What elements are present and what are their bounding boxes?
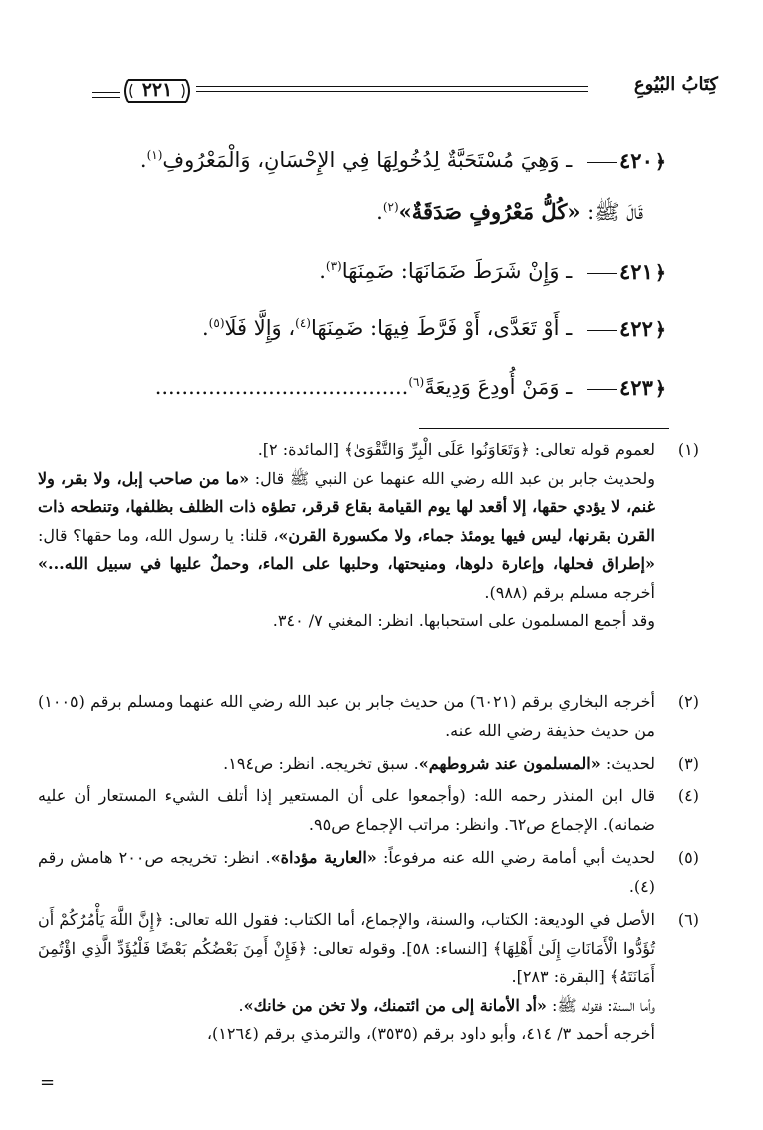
footnote-ref[interactable]: (٤) (295, 316, 311, 330)
footnote-6: (٦) الأصل في الوديعة: الكتاب، والسنة، والإجماع، أما الكتاب: فقول الله تعالى: ﴿إِنَّ اللَّهَ يَأْمُرُكُمْ أَن تُؤَدُّوا الْأَمَانَاتِ إِلَىٰ أَهْلِهَا﴾ [النساء: ٥٨]. وقوله تعالى: ﴿فَإِنْ أَمِنَ بَعْضُكُم بَعْضًا فَلْيُؤَدِّ الَّذِي اؤْتُمِنَ أَمَانَتَهُ﴾ [البقرة: ٢٨٣]. وأما السنة: فقوله ﷺ: «أد الأمانة إلى من ائتمنك، ولا تخن من خانك». أخرجه أحمد ٣/ ٤١٤، وأبو داود برقم (٣٥٣٥)، والترمذي برقم (١٢٦٤)، (38, 906, 699, 1049)
continuation-mark: = (40, 1072, 56, 1093)
matn-line-hadith: قَالَ ﷺ: «كُلُّ مَعْرُوفٍ صَدَقَةٌ»$^{(٢)}$. (376, 199, 643, 224)
footnote-4: (٤) قال ابن المنذر رحمه الله: (وأجمعوا على أن المستعير إذا أتلف الشيء المستعار أن عليه ضمانه). الإجماع ص٦٢. وانظر: مراتب الإجماع ص٩٥. (38, 782, 699, 839)
paragraph-marker: ﴿٤٢٣ (587, 368, 668, 409)
footnote-ref[interactable]: (٣) (325, 259, 342, 273)
footnote-ref[interactable]: (١) (146, 148, 163, 162)
matn-line-423: ﴿٤٢٣ ـ وَمَنْ أُودِعَ وَدِيعَةً$^{(٦)}$...................................... (150, 362, 668, 402)
footnote-5: (٥) لحديث أبي أمامة رضي الله عنه مرفوعاً: «العارية مؤداة». انظر: تخريجه ص٢٠٠ هامش رقم (٤). (38, 844, 699, 901)
page-number: ٢٢١ (141, 79, 173, 101)
footnote-ref[interactable]: (٦) (408, 375, 425, 389)
footnote-number: (٤) (677, 786, 699, 805)
continuation-dots: ...................................... (154, 375, 409, 399)
marker-rule (587, 273, 617, 274)
chapter-title: كِتَابُ البُيُوعِ (633, 74, 718, 95)
paragraph-marker: ﴿٤٢٠ (587, 141, 668, 182)
hadith-text: «كُلُّ مَعْرُوفٍ صَدَقَةٌ» (398, 199, 581, 224)
footnote-ref[interactable]: (٥) (208, 316, 225, 330)
footnote-number: (٦) (677, 910, 699, 929)
matn-line-421: ﴿٤٢١ ـ وَإِنْ شَرَطَ ضَمَانَهَا: ضَمِنَهَا$^{(٣)}$. (150, 246, 668, 286)
running-header (92, 72, 718, 112)
footnote-ref[interactable]: (٢) (382, 200, 399, 214)
footnote-number: (٥) (677, 848, 699, 867)
page-number-frame (122, 76, 192, 106)
footnote-number: (٢) (677, 692, 699, 711)
matn-line-422: ﴿٤٢٢ ـ أَوْ تَعَدَّى، أَوْ فَرَّطَ فِيهَا: ضَمِنَهَا$^{(٤)}$، وَإِلَّا فَلَا$^{(٥)}$. (150, 303, 668, 343)
footnote-number: (١) (677, 440, 699, 459)
footnote-number: (٣) (677, 754, 699, 773)
footnote-separator (419, 428, 669, 429)
footnote-1: (١) لعموم قوله تعالى: ﴿وَتَعَاوَنُوا عَلَى الْبِرِّ وَالتَّقْوَىٰ﴾ [المائدة: ٢]. ولحديث جابر بن عبد الله رضي الله عنهما عن النبي ﷺ قال: «ما من صاحب إبل، ولا بقر، ولا غنم، لا يؤدي حقها، إلا أقعد لها يوم القيامة بقاع قرقر، تطؤه ذات الظلف بظلفها، وتنطحه ذات القرن بقرنها، ليس فيها يومئذ جماء، ولا مكسورة القرن»، قلنا: يا رسول الله، وما حقها؟ قال: «إطراق فحلها، وإعارة دلوها، ومنيحتها، وحلبها على الماء، وحملٌ عليها في سبيل الله...» أخرجه مسلم برقم (٩٨٨). وقد أجمع المسلمون على استحبابها. انظر: المغني ٧/ ٣٤٠. (38, 436, 699, 636)
header-rule (196, 86, 588, 92)
header-left-rule (92, 92, 120, 98)
paragraph-marker: ﴿٤٢٢ (587, 309, 668, 350)
marker-rule (587, 330, 617, 331)
footnote-2: (٢) أخرجه البخاري برقم (٦٠٢١) من حديث جابر بن عبد الله رضي الله عنهما ومسلم برقم (١٠٠٥) من حديث حذيفة رضي الله عنه. (38, 688, 699, 745)
footnote-3: (٣) لحديث: «المسلمون عند شروطهم». سبق تخريجه. انظر: ص١٩٤. (38, 750, 699, 779)
paragraph-marker: ﴿٤٢١ (587, 252, 668, 293)
marker-rule (587, 162, 617, 163)
matn-line-420: ﴿٤٢٠ ـ وَهِيَ مُسْتَحَبَّةٌ لِدُخُولِهَا فِي الإِحْسَانِ، وَالْمَعْرُوفِ$^{(١)}$. (150, 135, 668, 175)
marker-rule (587, 389, 617, 390)
